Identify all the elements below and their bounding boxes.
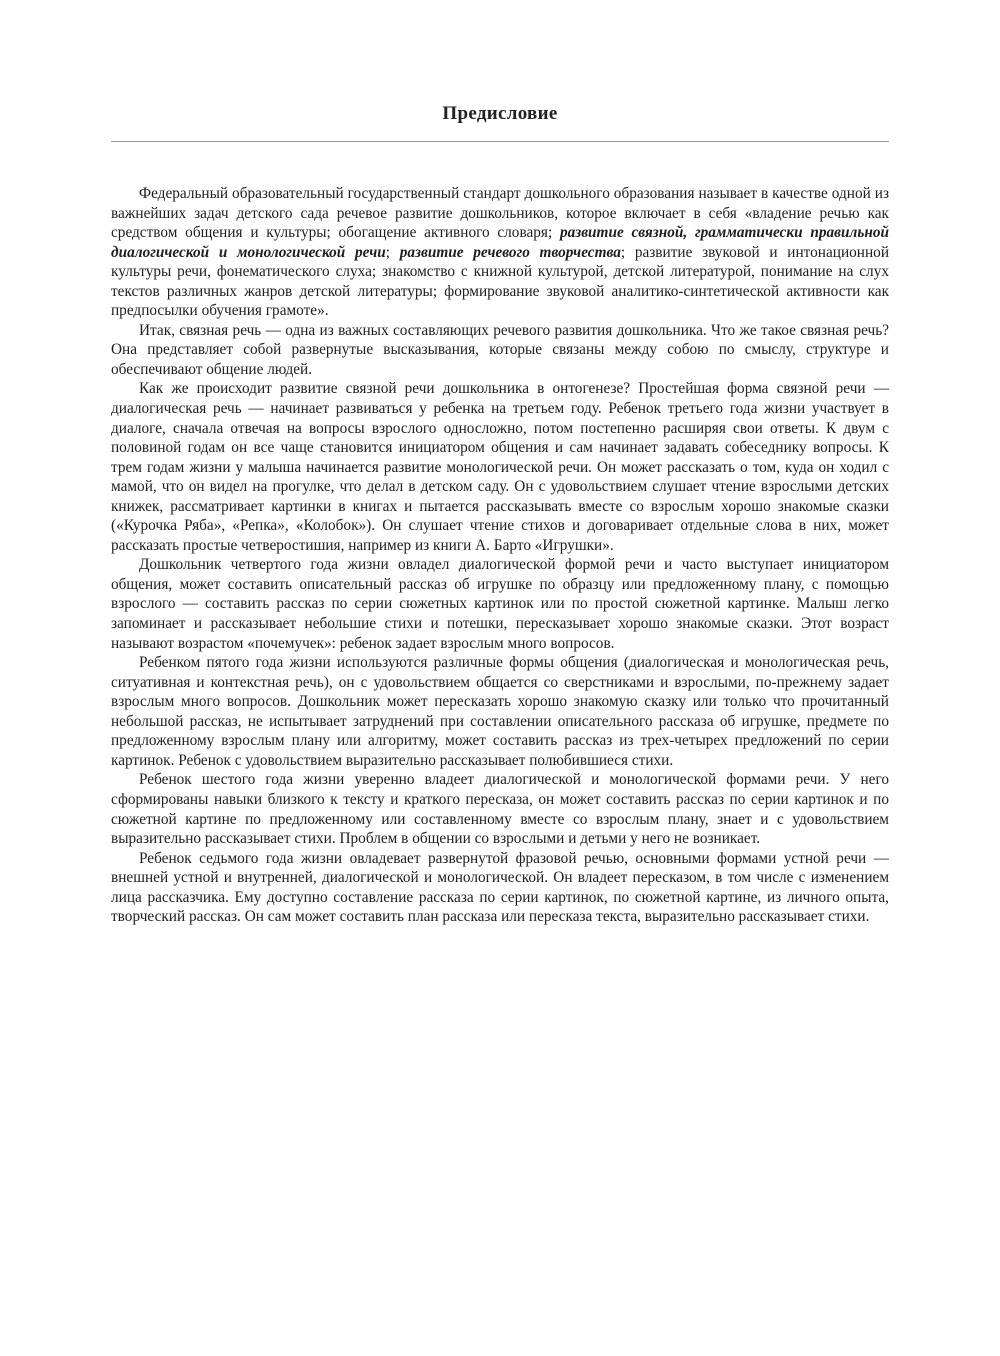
paragraph	[111, 555, 889, 653]
paragraph	[111, 379, 889, 555]
emphasized-text: развитие связной, грамматически правильной диалогической и монологической речи	[111, 224, 889, 261]
paragraph	[111, 653, 889, 770]
paragraph-text: Ребенком пятого года жизни используются различные формы общения (диалогическая и монологическая речь, ситуативная и контекстная речь), он с удовольствием общается со сверстниками и взрослыми, по-прежнему задает взрослым много вопросов. Дошкольник может пересказать хорошо знакомую сказку или только что прочитанный небольшой рассказ, не испытывает затруднений при составлении описательного рассказа об игрушке, предмете по предложенному взрослым плану или алгоритму, может составить рассказ из трех-четырех предложений по серии картинок. Ребенок с удовольствием выразительно рассказывает полюбившиеся стихи.	[111, 654, 889, 769]
paragraph-text: Ребенок шестого года жизни уверенно владеет диалогической и монологической формами речи. У него сформированы навыки близкого к тексту и краткого пересказа, он может составить рассказ по серии картинок и по сюжетной картине по предложенному или составленному вместе со взрослым плану, знает и с удовольствием выразительно рассказывает стихи. Проблем в общении со взрослыми и детьми у него не возникает.	[111, 771, 889, 848]
paragraph	[111, 184, 889, 321]
paragraph	[111, 321, 889, 380]
preface-body	[111, 184, 889, 927]
paragraph	[111, 849, 889, 927]
page-title: Предисловие	[442, 103, 558, 124]
emphasized-text: развитие речевого творчества	[399, 243, 621, 261]
paragraph-text: ; развитие звуковой и интонационной культуры речи, фонематического слуха; знакомство с книжной культурой, детской литературой, понимание на слух текстов различных жанров детской литературы; формирование звуковой аналитико-синтетической активности как предпосылки обучения грамоте».	[111, 243, 890, 320]
paragraph-text: Итак, связная речь — одна из важных составляющих речевого развития дошкольника. Что же такое связная речь? Она представляет собой развернутые высказывания, которые связаны между собою по смыслу, структуре и обеспечивают общение людей.	[111, 321, 889, 378]
paragraph	[111, 770, 889, 848]
paragraph-text: Федеральный образовательный государственный стандарт дошкольного образования называет в качестве одной из важнейших задач детского сада речевое развитие дошкольников, которое включает в себя «владение речью как средством общения и культуры; обогащение активного словаря;	[111, 185, 889, 242]
paragraph-text: Как же происходит развитие связной речи дошкольника в онтогенезе? Простейшая форма связной речи — диалогическая речь — начинает развиваться у ребенка на третьем году. Ребенок третьего года жизни участвует в диалоге, сначала отвечая на вопросы взрослого односложно, потом постепенно расширяя свои ответы. К двум с половиной годам он все чаще становится инициатором общения и сам начинает задавать собеседнику вопросы. К трем годам жизни у малыша начинается развитие монологической речи. Он может рассказать о том, куда он ходил с мамой, что он видел на прогулке, что делал в детском саду. Он с удовольствием слушает чтение взрослыми детских книжек, рассматривает картинки в книгах и пытается рассказывать вместе со взрослым хорошо знакомые сказки («Курочка Ряба», «Репка», «Колобок»). Он слушает чтение стихов и договаривает отдельные слова в них, может рассказать простые четверостишия, например из книги А. Барто «Игрушки».	[111, 380, 889, 554]
paragraph-text: ;	[385, 243, 400, 261]
paragraph-text: Дошкольник четвертого года жизни овладел диалогической формой речи и часто выступает инициатором общения, может составить описательный рассказ об игрушке по образцу или предложенному плану, с помощью взрослого — составить рассказ по серии сюжетных картинок или по простой сюжетной картинке. Малыш легко запоминает и рассказывает небольшие стихи и потешки, пересказывает хорошо знакомые сказки. Этот возраст называют возрастом «почемучек»: ребенок задает взрослым много вопросов.	[111, 556, 889, 652]
paragraph-text: Ребенок седьмого года жизни овладевает развернутой фразовой речью, основными формами устной речи — внешней устной и внутренней, диалогической и монологической. Он владеет пересказом, в том числе с изменением лица рассказчика. Ему доступно составление рассказа по серии картинок, по сюжетной картине, из личного опыта, творческий рассказ. Он сам может составить план рассказа или пересказа текста, выразительно рассказывает стихи.	[111, 849, 889, 926]
title-divider	[111, 141, 889, 142]
